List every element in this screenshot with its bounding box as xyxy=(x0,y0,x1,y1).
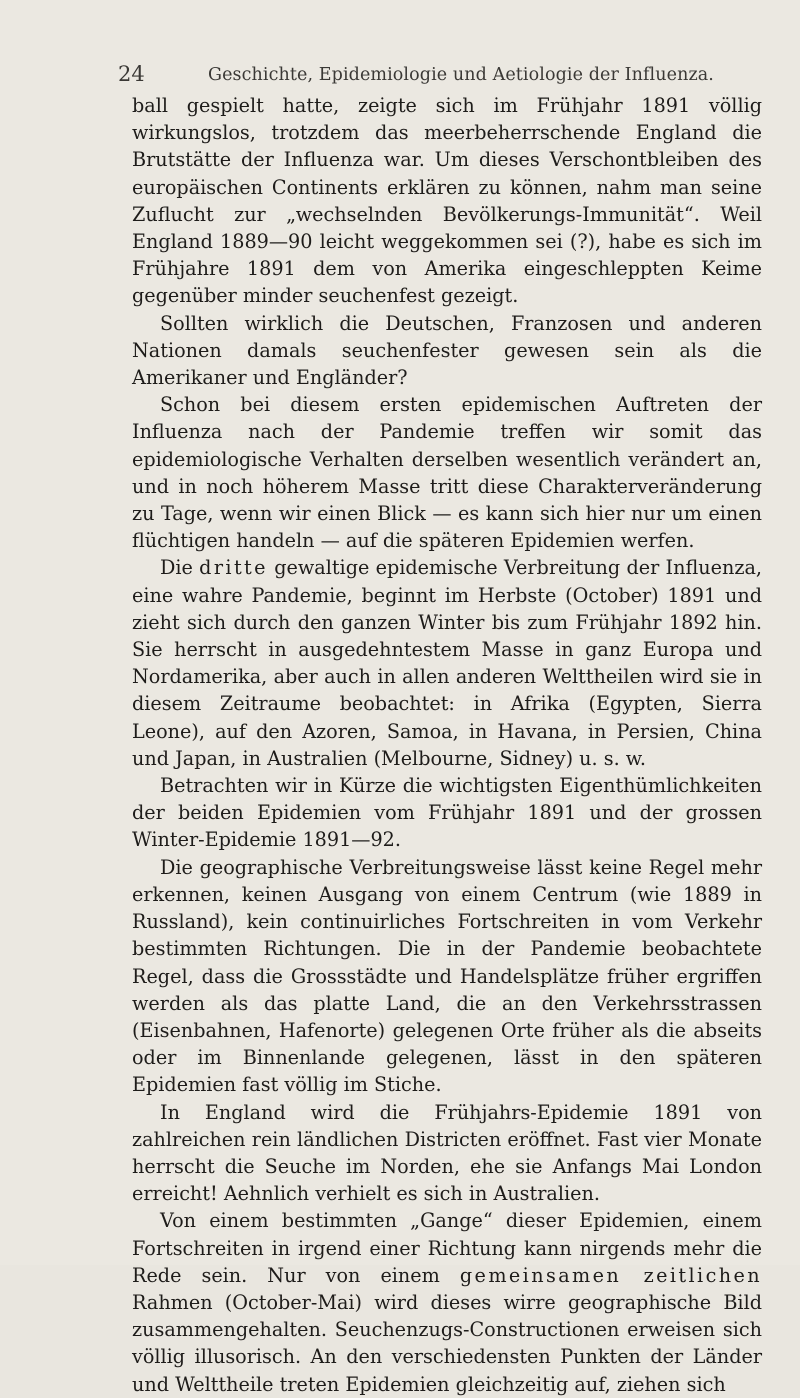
paragraph-4 xyxy=(132,554,762,772)
body-text xyxy=(132,92,762,1398)
page-number: 24 xyxy=(118,62,145,86)
paragraph-5: Betrachten wir in Kürze die wichtigsten Eigenthümlichkeiten der beiden Epidemien vom Frühjahr 1891 und der grossen Winter-Epidemie 1891—92. xyxy=(132,774,762,852)
paragraph-8-end: Rahmen (October-Mai) wird dieses wirre geographische Bild zusammengehalten. Seuchenzugs-Constructionen erweisen sich völlig illusorisch. An den verschiedensten Punkten der Länder und Welttheile treten Epidemien gleichzeitig auf, ziehen sich xyxy=(132,1290,762,1396)
paragraph-2: Sollten wirklich die Deutschen, Franzosen und anderen Nationen damals seuchenfester gewesen sein als die Amerikaner und Engländer? xyxy=(132,311,762,390)
paragraph-8 xyxy=(132,1207,762,1397)
running-header xyxy=(118,62,758,88)
emphasis-dritte: dritte xyxy=(199,556,268,580)
running-title: Geschichte, Epidemiologie und Aetiologie der Influenza. xyxy=(208,65,714,85)
paragraph-4-lead: Die xyxy=(160,556,200,580)
paragraph-6: Die geographische Verbreitungsweise lässt keine Regel mehr erkennen, keinen Ausgang von einem Centrum (wie 1889 in Russland), kein continuirliches Fortschreiten in vom Verkehr bestimmten Richtungen. Die in der Pandemie beobachtete Regel, dass die Grossstädte und Handelsplätze früher ergriffen werden als das platte Land, die an den Verkehrsstrassen (Eisenbahnen, Hafenorte) gelegenen Orte früher als die abseits oder im Binnenlande gelegenen, lässt in den späteren Epidemien fast völlig im Stiche. xyxy=(132,855,762,1097)
emphasis-gemeinsamen-zeitlichen: gemeinsamen zeitlichen xyxy=(459,1263,762,1287)
paragraph-1: ball gespielt hatte, zeigte sich im Frühjahr 1891 völlig wirkungslos, trotzdem das meerbeherrschende England die Brutstätte der Influenza war. Um dieses Verschontbleiben des europäischen Continents erklären zu können, nahm man seine Zuflucht zur „wechselnden Bevölkerungs-Immunität“. Weil England 1889—90 leicht weggekommen sei (?), habe es sich im Frühjahre 1891 dem von Amerika eingeschleppten Keime gegenüber minder seuchenfest gezeigt. xyxy=(132,94,762,308)
paragraph-7: In England wird die Frühjahrs-Epidemie 1891 von zahlreichen rein ländlichen Districten eröffnet. Fast vier Monate herrscht die Seuche im Norden, ehe sie Anfangs Mai London erreicht! Aehnlich verhielt es sich in Australien. xyxy=(132,1100,762,1206)
paragraph-3: Schon bei diesem ersten epidemischen Auftreten der Influenza nach der Pandemie treffen wir somit das epidemiologische Verhalten derselben wesentlich verändert an, und in noch höherem Masse tritt diese Charakterveränderung zu Tage, wenn wir einen Blick — es kann sich hier nur um einen flüchtigen handeln — auf die späteren Epidemien werfen. xyxy=(132,393,762,553)
paragraph-4-rest: gewaltige epidemische Verbreitung der Influenza, eine wahre Pandemie, beginnt im Herbste (October) 1891 und zieht sich durch den ganzen Winter bis zum Frühjahr 1892 hin. Sie herrscht in ausgedehntestem Masse in ganz Europa und Nordamerika, aber auch in allen anderen Welttheilen wird sie in diesem Zeitraume beobachtet: in Afrika (Egypten, Sierra Leone), auf den Azoren, Samoa, in Havana, in Persien, China und Japan, in Australien (Melbourne, Sidney) u. s. w. xyxy=(132,556,762,770)
paragraph-8-start: Von einem bestimmten „Gange“ dieser Epidemien, einem Fortschreiten in irgend einer Richtung kann nirgends mehr die Rede sein. Nur von einem xyxy=(132,1209,762,1287)
